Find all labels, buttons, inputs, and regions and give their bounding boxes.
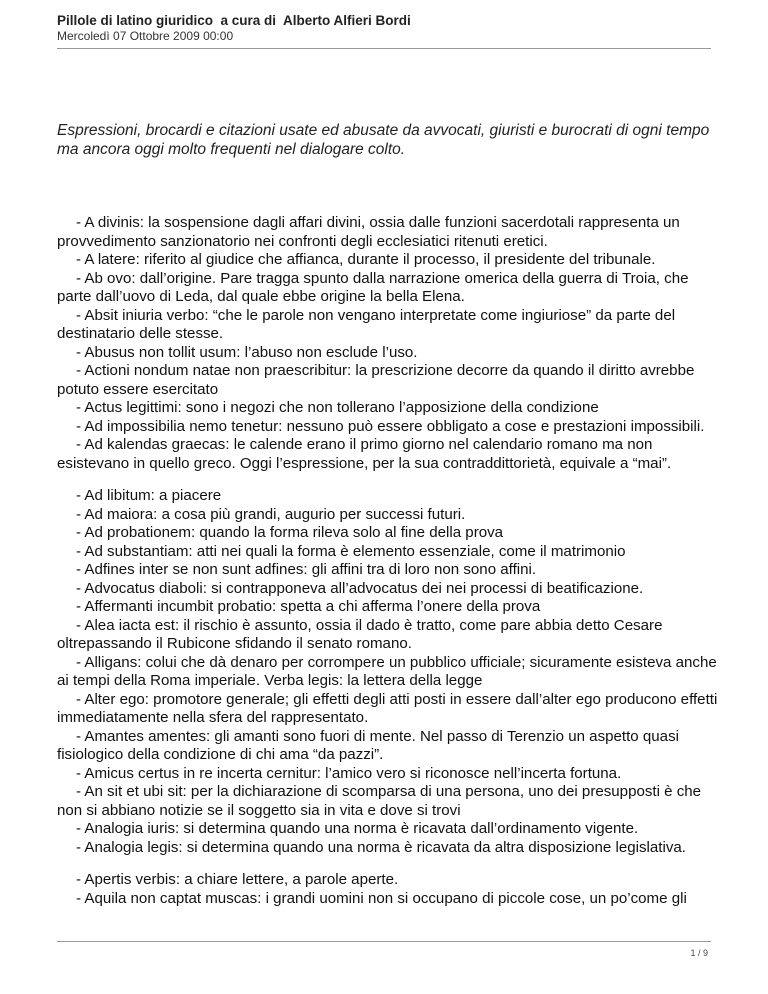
list-item: - Ad kalendas graecas: le calende erano il primo giorno nel calendario romano ma non esistevano in quello greco. Oggi l’espressione, per la sua contraddittorietà, equivale a “mai”. — [57, 436, 672, 472]
page-number: 1 / 9 — [690, 948, 708, 958]
list-item: - Analogia iuris: si determina quando una norma è ricavata dall’ordinamento vigente. — [76, 820, 639, 837]
list-item: - Actus legittimi: sono i negozi che non tollerano l’apposizione della condizione — [76, 399, 599, 416]
list-item: - Amicus certus in re incerta cernitur: l’amico vero si riconosce nell’incerta fortuna. — [76, 764, 622, 782]
list-item: - A divinis: la sospensione dagli affari divini, ossia dalle funzioni sacerdotali rappresenta un provvedimento sanzionatorio nei confronti degli ecclesiatici ritenuti eretici. — [57, 214, 680, 250]
list-item: - Affermanti incumbit probatio: spetta a chi afferma l’onere della prova — [76, 598, 541, 615]
intro-paragraph: Espressioni, brocardi e citazioni usate ed abusate da avvocati, giuristi e burocrati di ogni tempo ma ancora oggi molto frequenti nel dialogare colto. — [57, 122, 710, 158]
list-item: - Ad impossibilia nemo tenetur: nessuno può essere obbligato a cose e prestazioni impossibili. — [76, 417, 705, 435]
publication-date: Mercoledì 07 Ottobre 2009 00:00 — [57, 29, 234, 43]
list-item: - Aquila non captat muscas: i grandi uomini non si occupano di piccole cose, un po’come gli — [76, 889, 687, 907]
list-item: - Alligans: colui che dà denaro per corrompere un pubblico ufficiale; sicuramente esisteva anche ai tempi della Roma imperiale. Verba legis: la lettera della legge — [57, 653, 717, 689]
list-item: - An sit et ubi sit: per la dichiarazione di scomparsa di una persona, uno dei presupposti è che non si abbiano notizie se il soggetto sia in vita e dove si trovi — [57, 783, 702, 819]
footer-divider — [57, 941, 711, 942]
list-item: - Apertis verbis: a chiare lettere, a parole aperte. — [76, 871, 399, 888]
list-item: - Analogia legis: si determina quando una norma è ricavata da altra disposizione legislativa. — [76, 838, 686, 856]
list-item: - Ab ovo: dall’origine. Pare tragga spunto dalla narrazione omerica della guerra di Troia, che parte dall’uovo di Leda, dal quale ebbe origine la bella Elena. — [57, 269, 689, 305]
list-item: - Amantes amentes: gli amanti sono fuori di mente. Nel passo di Terenzio un aspetto quasi fisiologico della condizione di chi ama “da pazzi”. — [57, 727, 679, 763]
list-item: - Ad libitum: a piacere — [76, 487, 222, 504]
header-divider — [57, 48, 711, 49]
list-item: - Absit iniuria verbo: “che le parole non vengano interpretate come ingiuriose” da parte del destinatario delle stesse. — [57, 306, 676, 342]
entries-list — [57, 214, 718, 908]
list-item: - Alea iacta est: il rischio è assunto, ossia il dado è tratto, come pare abbia detto Cesare oltrepassando il Rubicone sfidando il senato romano. — [57, 616, 663, 652]
list-item: - Abusus non tollit usum: l’abuso non esclude l’uso. — [76, 343, 418, 361]
list-item: - Ad probationem: quando la forma rileva solo al fine della prova — [76, 524, 504, 541]
document-title: Pillole di latino giuridico a cura di Alberto Alfieri Bordi — [57, 13, 411, 28]
list-item: - Actioni nondum natae non praescribitur: la prescrizione decorre da quando il diritto avrebbe potuto essere esercitato — [57, 362, 695, 398]
page-header — [57, 13, 711, 44]
list-item: - Alter ego: promotore generale; gli effetti degli atti posti in essere dall’alter ego producono effetti immediatamente nella sfera del rappresentato. — [57, 690, 718, 726]
list-item: - Advocatus diaboli: si contrapponeva all’advocatus dei nei processi di beatificazione. — [76, 579, 644, 597]
list-item: - A latere: riferito al giudice che affianca, durante il processo, il presidente del tribunale. — [76, 251, 656, 268]
list-item: - Adfines inter se non sunt adfines: gli affini tra di loro non sono affini. — [76, 561, 537, 578]
list-item: - Ad substantiam: atti nei quali la forma è elemento essenziale, come il matrimonio — [76, 542, 626, 560]
list-item: - Ad maiora: a cosa più grandi, augurio per successi futuri. — [76, 505, 466, 523]
